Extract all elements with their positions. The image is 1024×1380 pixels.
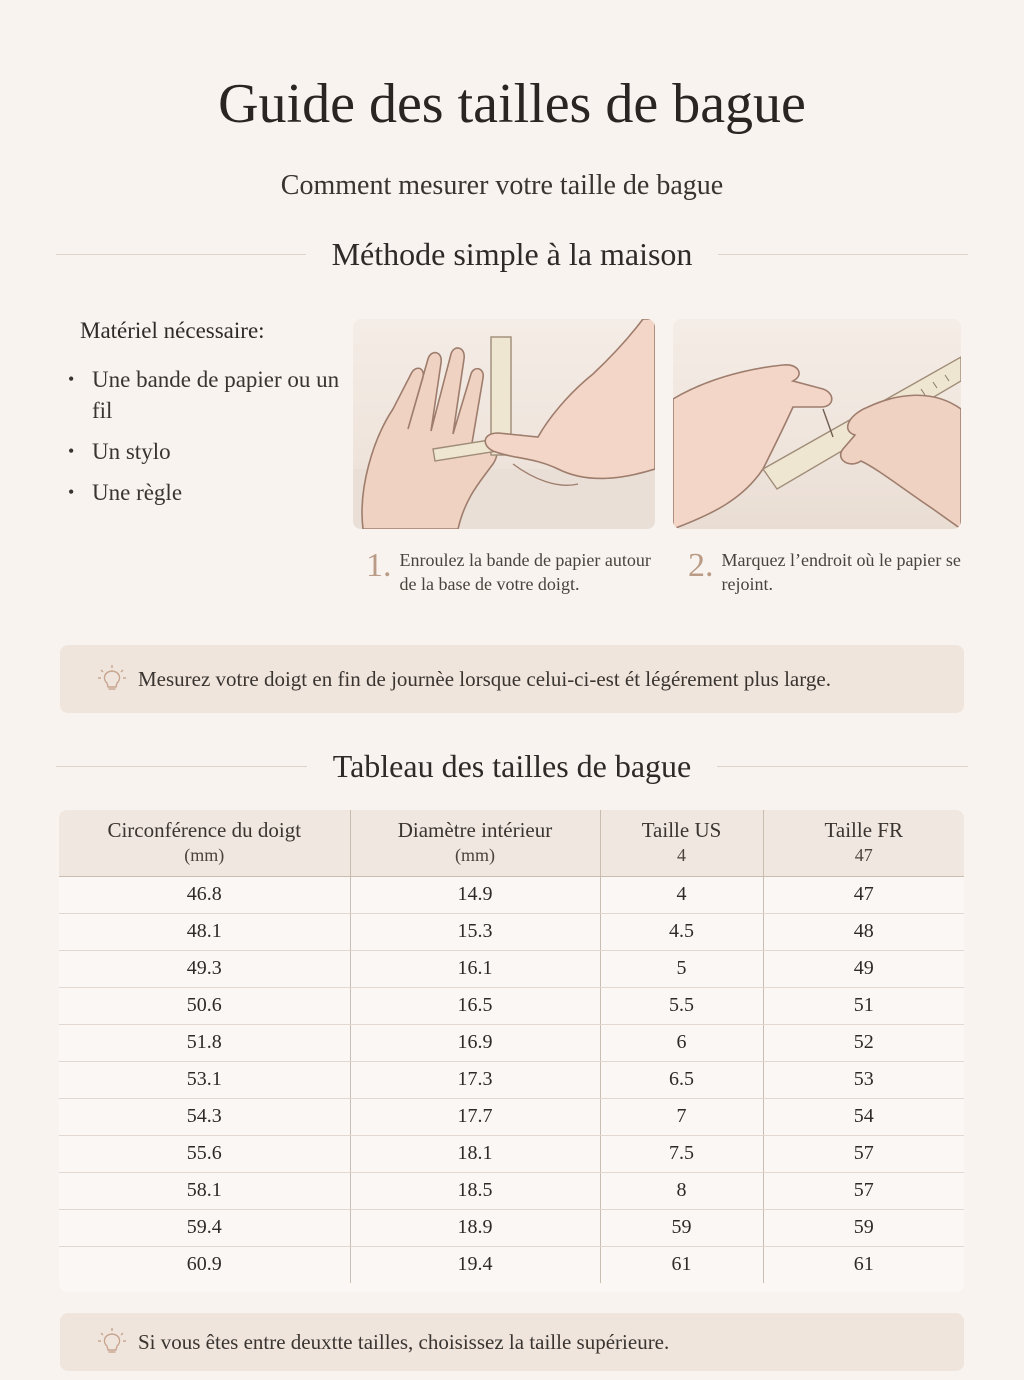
table-cell: 18.5: [350, 1172, 600, 1209]
table-cell: 16.5: [350, 987, 600, 1024]
table-heading-label: Tableau des tailles de bague: [332, 748, 692, 784]
tip-text: Mesurez votre doigt en fin de journèe lorsque celui-ci-est ét légérement plus large.: [138, 666, 831, 691]
table-row: [59, 913, 964, 950]
table-cell: 50.6: [59, 987, 350, 1024]
step-2: [688, 548, 968, 596]
table-cell: 61: [853, 1253, 874, 1276]
wrap-finger-illustration: [353, 319, 655, 529]
table-cell: 51: [763, 987, 964, 1024]
table-cell: 59: [763, 1209, 964, 1246]
divider: [56, 766, 307, 767]
table-row: [59, 1209, 964, 1246]
table-cell: 55.6: [59, 1135, 350, 1172]
column-header: Taille FR 47: [763, 810, 964, 876]
table-cell: 53.1: [59, 1061, 350, 1098]
method-section-heading: [56, 236, 968, 273]
table-cell: 16.9: [350, 1024, 600, 1061]
table-row: [59, 1061, 964, 1098]
table-cell: 17.7: [350, 1098, 600, 1135]
table-cell: 59: [600, 1209, 763, 1246]
table-row: [59, 1098, 964, 1135]
page-subtitle: Comment mesurer votre taille de bague: [280, 170, 724, 201]
table-cell: 15.3: [350, 913, 600, 950]
table-cell: 57: [763, 1135, 964, 1172]
column-header: Diamètre intérieur (mm): [350, 810, 600, 876]
table-cell: 5.5: [600, 987, 763, 1024]
table-section-heading: [56, 748, 968, 785]
step-number: 2.: [688, 547, 714, 584]
size-choice-tip: [60, 1313, 964, 1371]
table-cell: 48: [763, 913, 964, 950]
table-cell: 14.9: [350, 876, 600, 913]
table-row: [59, 1246, 964, 1283]
table-cell: 51.8: [59, 1024, 350, 1061]
table-cell: 6.5: [600, 1061, 763, 1098]
ring-size-table: [59, 810, 964, 1292]
table-row: [59, 950, 964, 987]
table-cell: 4.5: [600, 913, 763, 950]
table-cell: 52: [763, 1024, 964, 1061]
step-1: [366, 548, 666, 596]
table-cell: 7: [600, 1098, 763, 1135]
table-row: [59, 1135, 964, 1172]
step-text: Enroulez la bande de papier autour de la base de votre doigt.: [399, 550, 651, 594]
method-heading-label: Méthode simple à la maison: [331, 236, 693, 272]
table-cell: 61: [600, 1246, 763, 1283]
table-cell: 46.8: [59, 876, 350, 913]
table-cell: 47: [763, 876, 964, 913]
step-number: 1.: [366, 547, 392, 584]
table-cell: 57: [763, 1172, 964, 1209]
table-cell: 48.1: [59, 913, 350, 950]
table-cell: 58.1: [59, 1172, 350, 1209]
table-cell: 59.4: [59, 1209, 350, 1246]
step-text: Marquez l’endroit où le papier se rejoint.: [721, 550, 961, 594]
table-cell: 18.1: [350, 1135, 600, 1172]
table-cell: 49: [763, 950, 964, 987]
table-header-row: [59, 810, 964, 876]
table-cell: 17.3: [350, 1061, 600, 1098]
material-item: • Une règle: [80, 477, 340, 508]
divider: [718, 254, 968, 255]
measurement-tip: [60, 645, 964, 713]
table-cell: 19.4: [350, 1246, 600, 1283]
material-item: • Un stylo: [80, 436, 340, 467]
table-cell: 4: [600, 876, 763, 913]
table-cell: 53: [763, 1061, 964, 1098]
mark-paper-illustration: [673, 319, 961, 529]
tip-text: Si vous êtes entre deuxtte tailles, choisissez la taille supérieure.: [138, 1329, 670, 1354]
table-cell: 49.3: [59, 950, 350, 987]
table-row: [59, 1024, 964, 1061]
table-cell: 6: [600, 1024, 763, 1061]
materials-heading: Matériel nécessaire:: [80, 318, 265, 343]
divider: [56, 254, 306, 255]
table-row: [59, 876, 964, 913]
table-row: [59, 1172, 964, 1209]
table-cell: 60.9: [59, 1246, 350, 1283]
materials-list: [80, 318, 340, 518]
table-row: [59, 987, 964, 1024]
table-cell: 54: [763, 1098, 964, 1135]
table-cell: 16.1: [350, 950, 600, 987]
lightbulb-icon: [96, 1326, 128, 1358]
page-title: Guide des tailles de bague: [218, 73, 806, 135]
table-cell: 7.5: [600, 1135, 763, 1172]
table-cell: 5: [600, 950, 763, 987]
lightbulb-icon: [96, 663, 128, 695]
column-header: Taille US 4: [600, 810, 763, 876]
column-header: Circonférence du doigt (mm): [59, 810, 350, 876]
divider: [717, 766, 968, 767]
table-cell: 54.3: [59, 1098, 350, 1135]
material-item: • Une bande de papier ou un fil: [80, 364, 340, 426]
table-cell: 18.9: [350, 1209, 600, 1246]
table-cell: 8: [600, 1172, 763, 1209]
